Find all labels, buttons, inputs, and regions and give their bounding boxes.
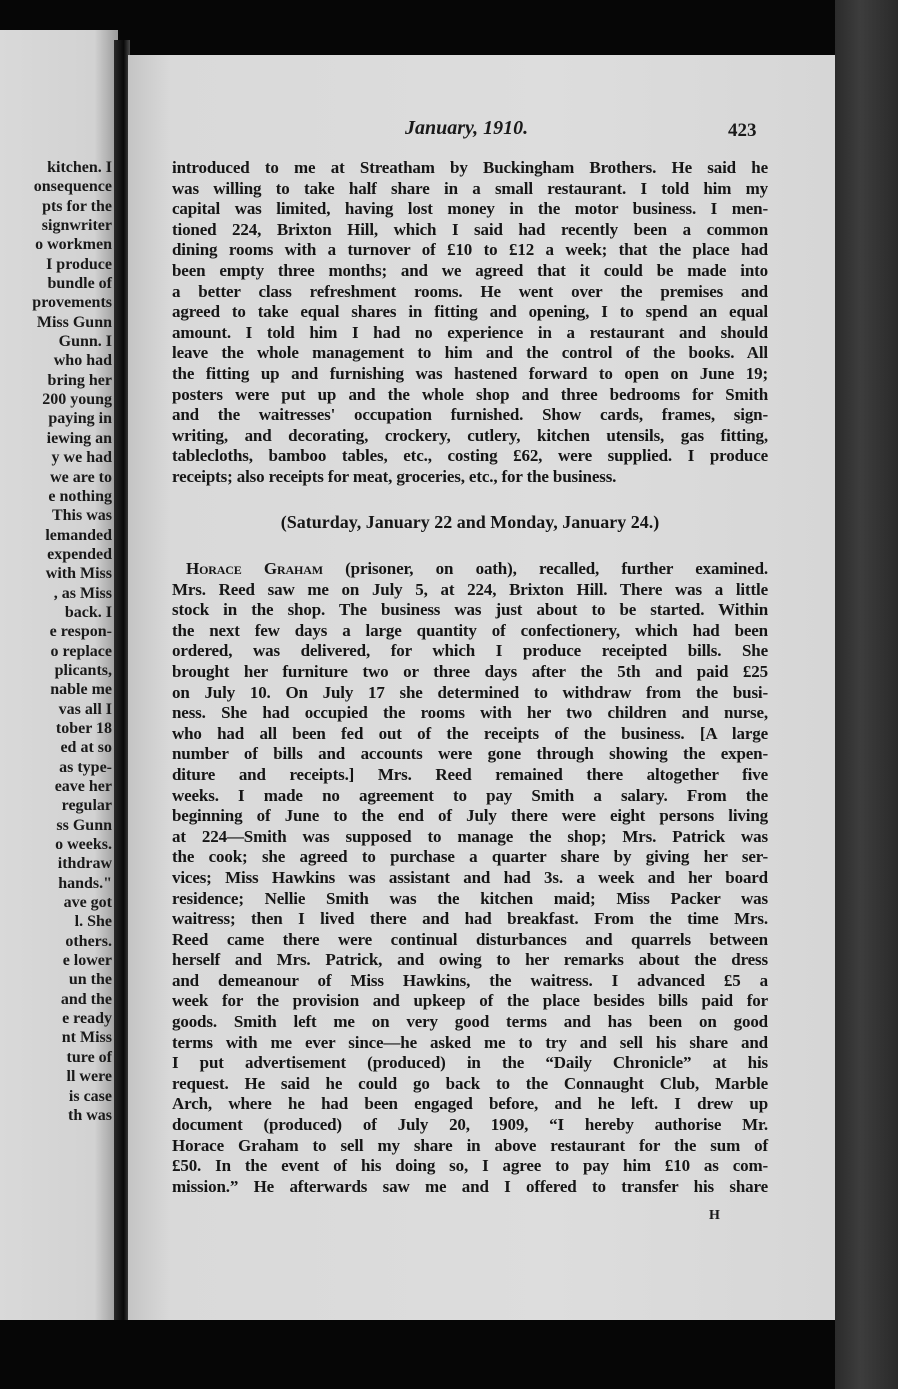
text-line: the fitting up and furnishing was hastened forward to open on June 19;	[172, 363, 768, 383]
margin-fragment: Gunn. I	[58, 333, 112, 351]
text-line: who had all been fed out of the receipts of the business. [A large	[172, 723, 768, 743]
margin-fragment: bundle of	[47, 275, 112, 293]
text-line: and the waitresses' occupation furnished. Show cards, frames, sign-	[172, 405, 768, 425]
text-line: receipts; also receipts for meat, groceries, etc., for the business.	[172, 466, 617, 486]
page-edge-shadow	[835, 0, 898, 1389]
text-line: weeks. I made no agreement to pay Smith a salary. From the	[172, 785, 768, 805]
margin-fragment: o workmen	[35, 236, 112, 254]
text-line: waitress; then I lived there and had breakfast. From the time Mrs.	[172, 909, 768, 929]
margin-fragment: ave got	[63, 894, 112, 912]
speaker-name: Horace Graham	[186, 559, 323, 578]
margin-fragment: back. I	[64, 603, 112, 621]
text-line: amount. I told him I had no experience in a restaurant and should	[172, 322, 768, 342]
margin-fragment: with Miss	[45, 565, 112, 583]
margin-fragment: ture of	[66, 1048, 112, 1066]
margin-fragment: signwriter	[41, 217, 112, 235]
margin-fragment: tober 18	[55, 719, 112, 737]
text-line: mission.” He afterwards saw me and I offered to transfer his share	[172, 1176, 768, 1196]
text-line: Horace Graham to sell my share in above restaurant for the sum of	[172, 1135, 768, 1155]
running-header-date: January, 1910.	[405, 117, 529, 139]
text-line: vices; Miss Hawkins was assistant and had 3s. a week and her board	[172, 867, 768, 887]
margin-fragment: iewing an	[46, 429, 112, 447]
text-line: beginning of June to the end of July there were eight persons living	[172, 806, 768, 826]
page-number: 423	[728, 120, 757, 141]
text-line: the next few days a large quantity of confectionery, which had been	[172, 620, 768, 640]
text-line: dining rooms with a turnover of £10 to £12 a week; that the place had	[172, 240, 768, 260]
margin-fragment: kitchen. I	[47, 159, 112, 176]
margin-fragment: l. She	[74, 913, 112, 931]
margin-fragment: plicants,	[54, 661, 112, 679]
text-line: herself and Mrs. Patrick, and owing to her remarks about the dress	[172, 950, 768, 970]
margin-fragment: who had	[53, 352, 112, 370]
text-line: stock in the shop. The business was just about to be started. Within	[172, 600, 768, 620]
margin-fragment: and the	[60, 990, 112, 1008]
text-line: introduced to me at Streatham by Buckingham Brothers. He said he	[172, 158, 768, 177]
margin-fragment: I produce	[46, 255, 112, 273]
margin-fragment: 200 young	[42, 391, 112, 409]
margin-fragment: , as Miss	[53, 584, 112, 602]
text-line: document (produced) of July 20, 1909, “I hereby authorise Mr.	[172, 1115, 768, 1135]
margin-fragment: e ready	[62, 1010, 112, 1028]
text-line: number of bills and accounts were gone through showing the expen-	[172, 744, 768, 764]
margin-fragment: e nothing	[48, 487, 112, 505]
text-line: capital was limited, having lost money in the motor business. I men-	[172, 199, 768, 219]
margin-fragment: pts for the	[42, 197, 112, 215]
paragraph-continued	[172, 158, 768, 488]
signature-mark: H	[709, 1208, 720, 1223]
text-line: diture and receipts.] Mrs. Reed remained there altogether five	[172, 764, 768, 784]
margin-fragment: nable me	[50, 681, 112, 699]
margin-fragment: as type-	[59, 758, 112, 776]
text-line: a better class refreshment rooms. He went over the premises and	[172, 281, 768, 301]
margin-fragment: un the	[68, 971, 112, 989]
text-line: request. He said he could go back to the Connaught Club, Marble	[172, 1073, 768, 1093]
paragraph-testimony-graham	[172, 559, 768, 1197]
text-line: terms with me ever since—he asked me to try and sell his share and	[172, 1032, 768, 1052]
text-line: agreed to take equal shares in fitting and opening, I to spend an equal	[172, 302, 768, 322]
margin-fragment: y we had	[51, 449, 112, 467]
text-line: week for the provision and upkeep of the place besides bills paid for	[172, 991, 768, 1011]
margin-fragment: vas all I	[58, 700, 112, 718]
margin-fragment: paying in	[48, 410, 112, 428]
margin-fragment: This was	[51, 507, 112, 525]
margin-fragment: ll were	[66, 1068, 112, 1086]
text-line: Arch, where he had been engaged before, and he left. I drew up	[172, 1094, 768, 1114]
text-line: residence; Nellie Smith was the kitchen maid; Miss Packer was	[172, 888, 768, 908]
text-line: writing, and decorating, crockery, cutlery, kitchen utensils, gas fitting,	[172, 425, 768, 445]
margin-fragment: o replace	[50, 642, 112, 660]
text-line: brought her furniture two or three days after the 5th and paid £25	[172, 661, 768, 681]
margin-fragment: ed at so	[60, 739, 112, 757]
margin-fragment: onsequence	[33, 178, 112, 196]
text-line: goods. Smith left me on very good terms and has been on good	[172, 1012, 768, 1032]
margin-fragment: nt Miss	[61, 1029, 112, 1047]
text-line: posters were put up and the whole shop and three bedrooms for Smith	[172, 384, 768, 404]
text-line: £50. In the event of his doing so, I agree to pay him £10 as com-	[172, 1156, 768, 1176]
text-line: tioned 224, Brixton Hill, which I said had recently been a common	[172, 219, 768, 239]
margin-fragment: is case	[68, 1087, 112, 1105]
text-line: was willing to take half share in a small restaurant. I told him my	[172, 178, 768, 198]
text-line: ness. She had occupied the rooms with her two children and nurse,	[172, 703, 768, 723]
margin-fragment: hands."	[58, 874, 112, 892]
margin-fragment: lemanded	[45, 526, 112, 544]
facing-page-left	[0, 30, 118, 1320]
session-date-heading: (Saturday, January 22 and Monday, January 24.)	[280, 512, 660, 532]
margin-fragment: eave her	[54, 778, 112, 795]
text-line: leave the whole management to him and the control of the books. All	[172, 343, 768, 363]
margin-fragment: regular	[61, 797, 112, 815]
text-line: at 224—Smith was supposed to manage the shop; Mrs. Patrick was	[172, 826, 768, 846]
text-line: on July 10. On July 17 she determined to withdraw from the busi-	[172, 682, 768, 702]
margin-fragment: e lower	[62, 952, 112, 970]
margin-fragment: bring her	[47, 371, 112, 389]
text-line: I put advertisement (produced) in the “Daily Chronicle” at his	[172, 1053, 768, 1073]
margin-fragment: we are to	[50, 468, 112, 486]
margin-fragment: expended	[47, 545, 112, 563]
margin-fragment: th was	[67, 1106, 112, 1124]
text-line: been empty three months; and we agreed that it could be made into	[172, 260, 768, 280]
margin-fragment: ithdraw	[57, 855, 112, 873]
left-page-margin-text	[32, 158, 112, 1125]
margin-fragment: provements	[32, 294, 112, 312]
margin-fragment: others.	[65, 932, 112, 950]
text-line: Mrs. Reed saw me on July 5, at 224, Brixton Hill. There was a little	[172, 579, 768, 599]
text-line: tablecloths, bamboo tables, etc., costing £62, were supplied. I produce	[172, 446, 768, 466]
margin-fragment: o weeks.	[55, 836, 112, 854]
margin-fragment: Miss Gunn	[36, 313, 112, 331]
first-line-rest: (prisoner, on oath), recalled, further examined.	[322, 559, 768, 578]
text-line: and demeanour of Miss Hawkins, the waitress. I advanced £5 a	[172, 970, 768, 990]
text-line: the cook; she agreed to purchase a quarter share by giving her ser-	[172, 847, 768, 867]
margin-fragment: ss Gunn	[56, 816, 112, 834]
margin-fragment: e respon-	[49, 623, 112, 641]
text-line: Reed came there were continual disturbances and quarrels between	[172, 929, 768, 949]
text-line	[172, 559, 768, 580]
text-line: ordered, was delivered, for which I produce receipted bills. She	[172, 641, 768, 661]
